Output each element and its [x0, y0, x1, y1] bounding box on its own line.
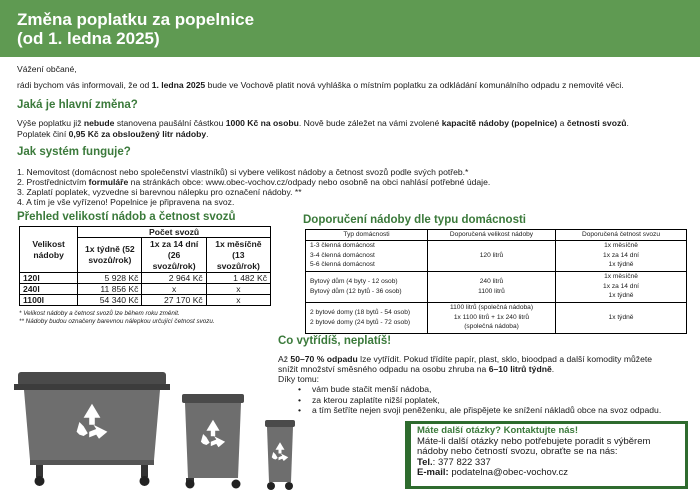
- page-title-line2: (od 1. ledna 2025): [17, 29, 160, 48]
- fee-240-biweekly: x: [142, 284, 206, 295]
- table-row: [20, 273, 271, 284]
- fee-1100-weekly: 54 340 Kč: [78, 295, 142, 306]
- recycle-benefits-list: [292, 384, 661, 416]
- step-2: 2. Prostřednictvím formuláře na stránkách obce: www.obec-vochov.cz/odpady nebo osobně na obci nahlásí potřebné údaje.: [17, 177, 491, 187]
- step-1: 1. Nemovitost (domácnost nebo společenství vlastníků) si vybere velikost nádoby a četnost svozů podle svých potřeb.*: [17, 167, 469, 177]
- recycle-line-1: Až 50–70 % odpadu lze vytřídit. Pokud třídíte papír, plast, sklo, bioodpad a další komodity můžete: [278, 354, 653, 364]
- page-title-line1: Změna poplatku za popelnice: [17, 10, 255, 29]
- change-line-2: Poplatek činí 0,95 Kč za obsloužený litr nádoby.: [17, 129, 209, 139]
- fee-table-header-group: Počet svozů: [78, 227, 271, 238]
- rec-row1-size: 120 litrů: [428, 240, 556, 271]
- bin-1100l: [14, 372, 170, 486]
- header-banner: [0, 0, 700, 57]
- list-item: • za kterou zaplatíte nižší poplatek,: [298, 394, 440, 405]
- rec-row3-frequency: 1x týdně: [556, 302, 687, 333]
- step-3: 3. Zaplatí poplatek, vyzvedne si barevnou nálepku pro označení nádoby. **: [17, 187, 302, 197]
- change-line-1: Výše poplatku již nebude stanovena paušální částkou 1000 Kč na osobu. Nově bude záležet na vámi zvolené kapacitě nádoby (popelnice) a četnosti svozů.: [17, 118, 629, 128]
- table-row: [306, 240, 687, 271]
- table-row: [20, 284, 271, 295]
- rec-row2-frequency: 1x měsíčně 1x za 14 dní 1x týdně: [556, 271, 687, 302]
- fee-size-1100: 1100l: [20, 295, 78, 306]
- table-row: [306, 302, 687, 333]
- fee-table-header-biweekly: 1x za 14 dní (26 svozů/rok): [142, 238, 206, 273]
- waste-bins-illustration: [10, 360, 295, 495]
- contact-email[interactable]: E-mail: podatelna@obec-vochov.cz: [417, 467, 569, 479]
- fee-size-240: 240l: [20, 284, 78, 295]
- rec-row2-size: 240 litrů 1100 litrů: [428, 271, 556, 302]
- fee-1100-monthly: x: [206, 295, 270, 306]
- fee-120-weekly: 5 928 Kč: [78, 273, 142, 284]
- list-item: • vám bude stačit menší nádoba,: [298, 384, 432, 394]
- fee-table-header-weekly: 1x týdně (52 svozů/rok): [78, 238, 142, 273]
- rec-row2-type: Bytový dům (4 byty - 12 osob) Bytový dům (12 bytů - 36 osob): [306, 271, 428, 302]
- contact-line-1: Máte-li další otázky nebo potřebujete poradit s výběrem: [417, 435, 651, 447]
- intro-paragraph: rádi bychom vás informovali, že od 1. ledna 2025 bude ve Vochově platit nová vyhláška o místním poplatku za odkládání komunálního odpadu z nemovité věci.: [17, 80, 624, 90]
- step-4: 4. A tím je vše vyřízeno! Popelnice je připravena na svoz.: [17, 197, 235, 207]
- rec-header-type: Typ domácnosti: [306, 230, 428, 241]
- heading-recycling: Co vytřídíš, neplatíš!: [278, 335, 392, 347]
- heading-system: Jak systém funguje?: [17, 146, 131, 158]
- fee-240-monthly: x: [206, 284, 270, 295]
- bin-240l: [182, 394, 244, 489]
- recommendation-table: [305, 229, 687, 334]
- fee-1100-biweekly: 27 170 Kč: [142, 295, 206, 306]
- heading-overview: Přehled velikostí nádob a četnost svozů: [17, 211, 236, 223]
- rec-row1-type: 1-3 členná domácnost 3-4 členná domácnost 5-6 členná domácnost: [306, 240, 428, 271]
- salutation: Vážení občané,: [17, 64, 77, 74]
- contact-box: [405, 421, 688, 489]
- contact-line-2: nádoby nebo četností svozu, obraťte se na nás:: [417, 446, 618, 458]
- fee-120-monthly: 1 482 Kč: [206, 273, 270, 284]
- heading-recommendation: Doporučení nádoby dle typu domácnosti: [303, 214, 526, 226]
- rec-header-frequency: Doporučená četnost svozu: [556, 230, 687, 241]
- fee-table-header-monthly: 1x měsíčně (13 svozů/rok): [206, 238, 270, 273]
- table-row: [20, 295, 271, 306]
- rec-row3-type: 2 bytové domy (18 bytů - 54 osob) 2 bytové domy (24 bytů - 72 osob): [306, 302, 428, 333]
- rec-row1-frequency: 1x měsíčně 1x za 14 dní 1x týdně: [556, 240, 687, 271]
- fee-240-weekly: 11 856 Kč: [78, 284, 142, 295]
- heading-main-change: Jaká je hlavní změna?: [17, 99, 138, 111]
- table-row: [306, 271, 687, 302]
- footnote-2: ** Nádoby budou označeny barevnou nálepkou určující četnost svozu.: [19, 318, 215, 325]
- bin-120l: [265, 420, 295, 490]
- fee-size-120: 120l: [20, 273, 78, 284]
- list-item: • a tím šetříte nejen svoji peněženku, ale přispějete ke snížení nákladů obce na svoz odpadu.: [298, 405, 662, 415]
- rec-row3-size: 1100 litrů (společná nádoba) 1x 1100 litrů + 1x 240 litrů (společná nádoba): [428, 302, 556, 333]
- fee-table-header-size: Velikost nádoby: [20, 227, 78, 273]
- contact-title: Máte další otázky? Kontaktujte nás!: [417, 425, 579, 436]
- contact-phone[interactable]: Tel.: 377 822 337: [417, 456, 491, 468]
- fee-120-biweekly: 2 964 Kč: [142, 273, 206, 284]
- footnote-1: * Velikost nádoby a četnost svozů lze během roku změnit.: [19, 310, 180, 317]
- fee-table: [19, 226, 271, 306]
- rec-header-size: Doporučená velikost nádoby: [428, 230, 556, 241]
- recycle-line-3: Díky tomu:: [278, 374, 320, 384]
- recycle-line-2: snížit množství směsného odpadu na osobu zhruba na 6–10 litrů týdně.: [278, 364, 555, 374]
